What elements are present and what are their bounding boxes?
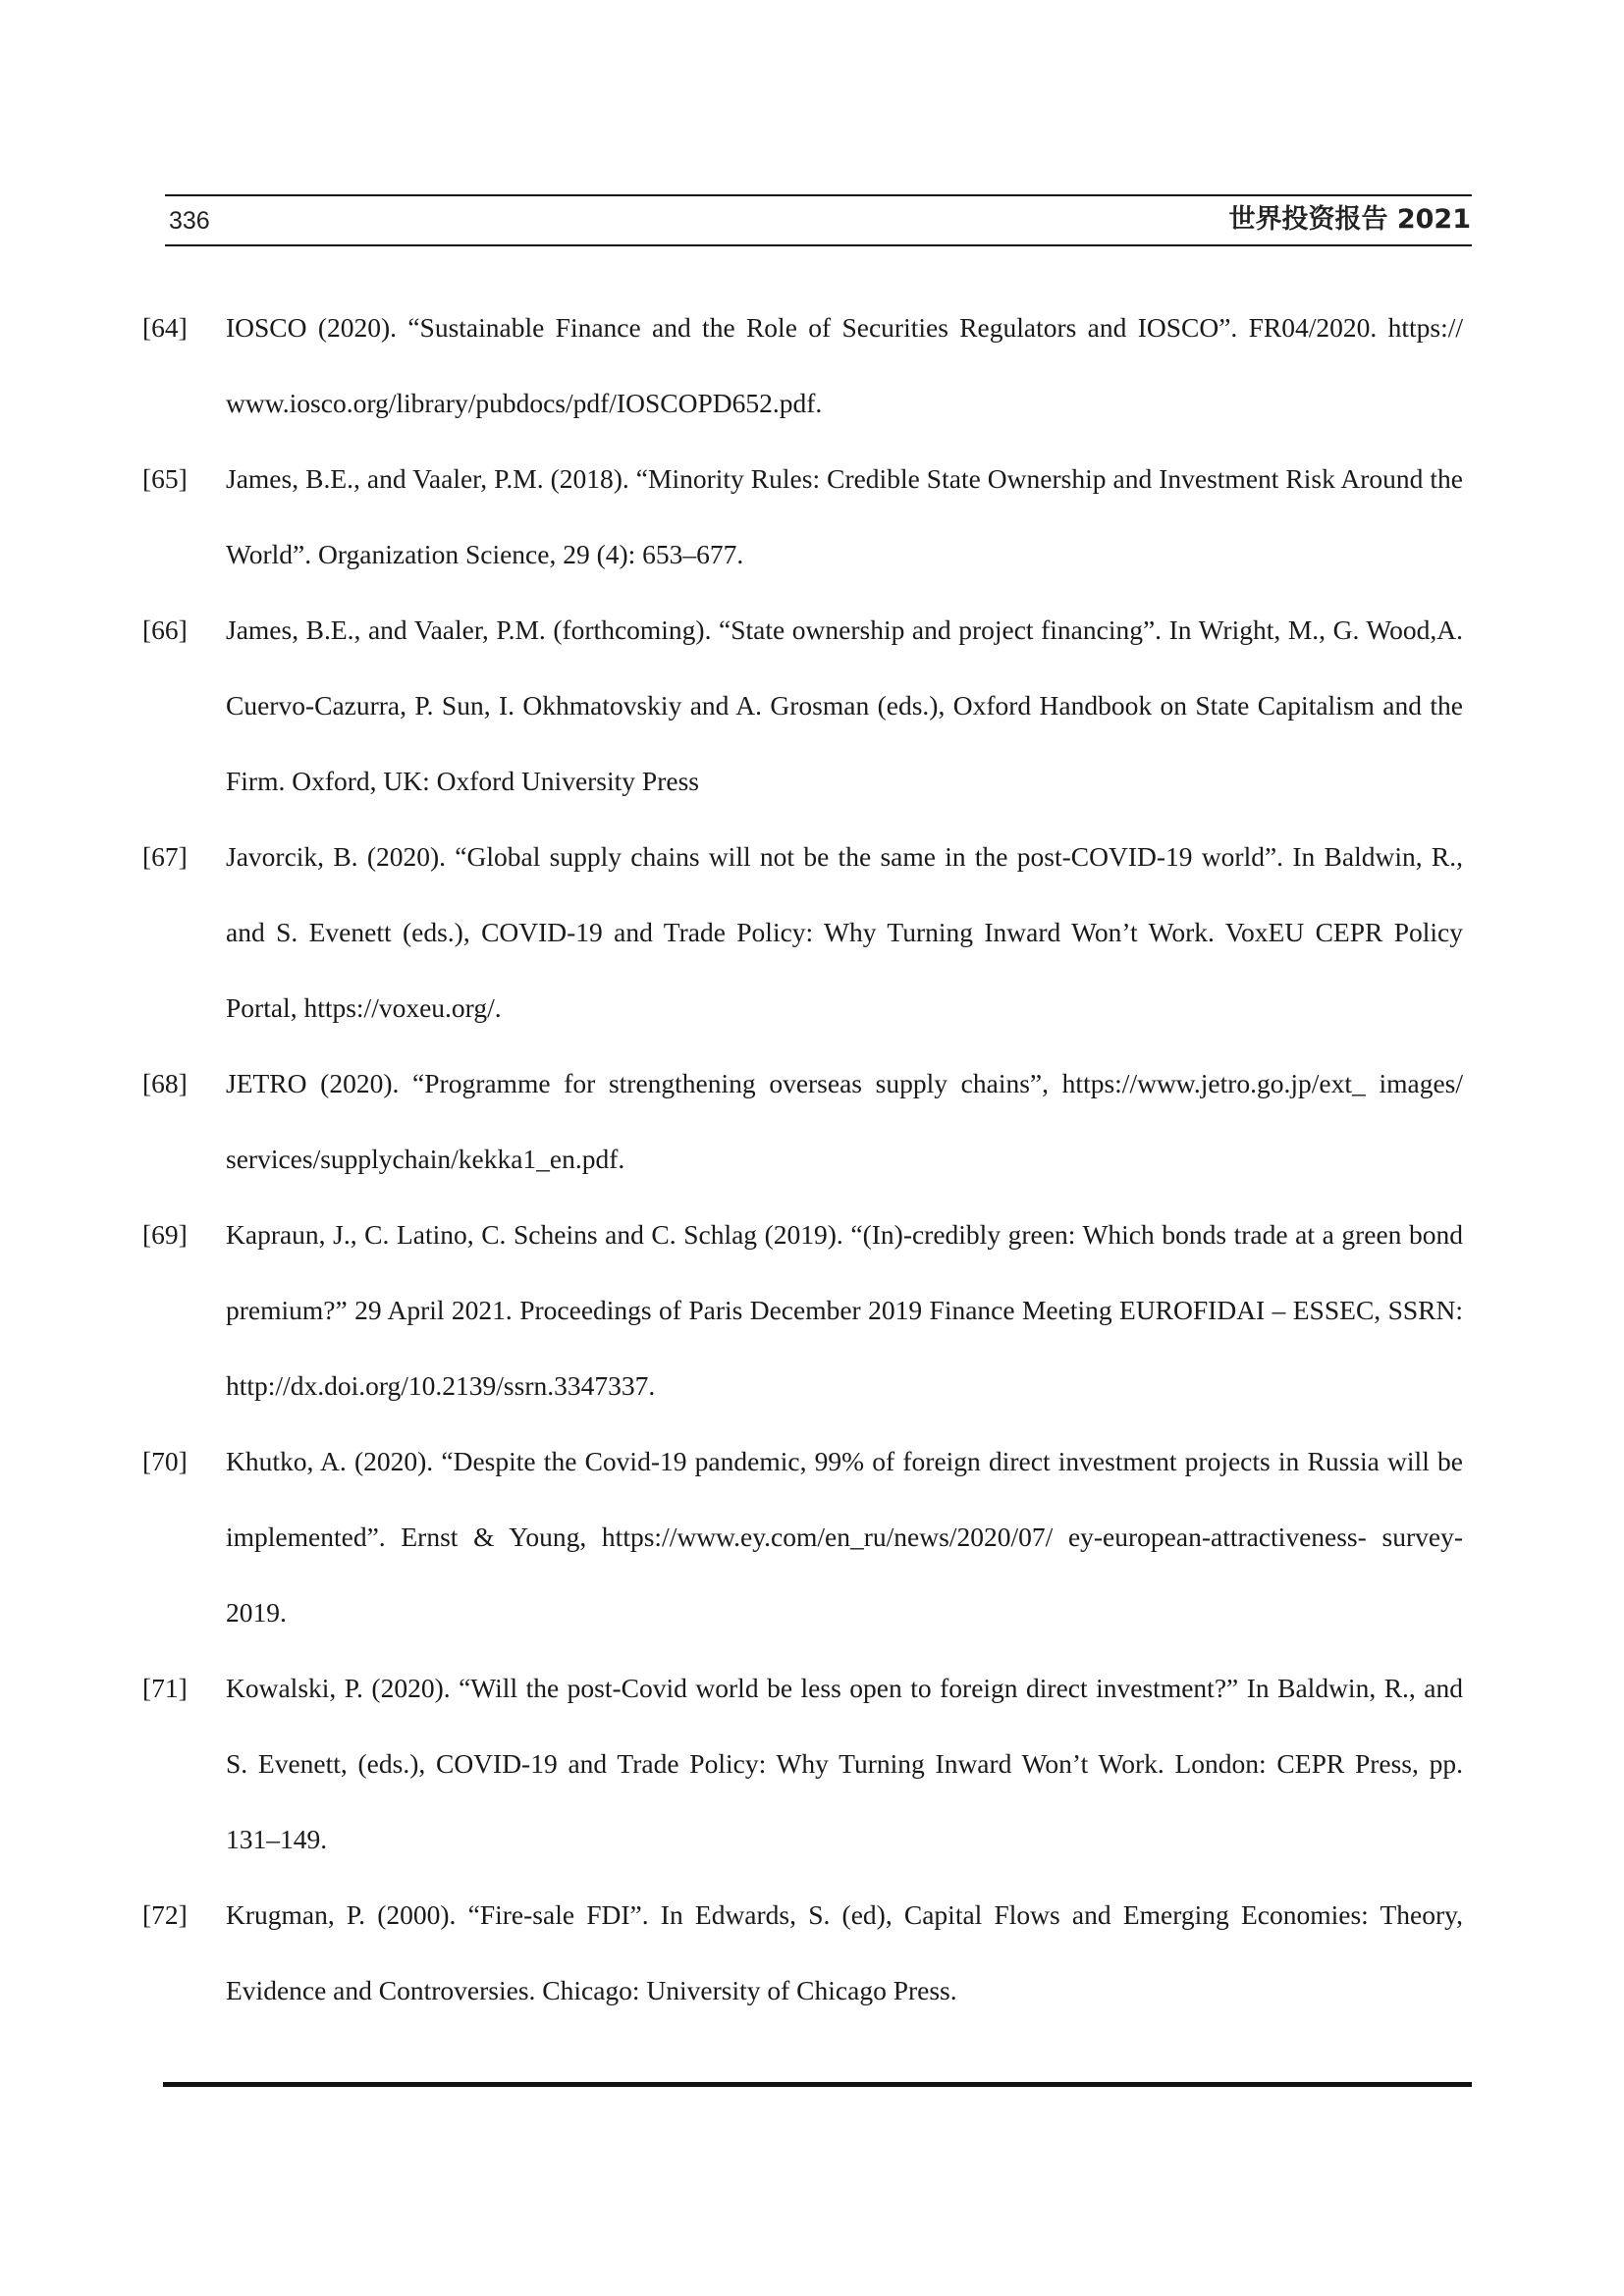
reference-item bbox=[142, 290, 1463, 441]
reference-text: Kapraun, J., C. Latino, C. Scheins and C. Schlag (2019). “(In)-credibly green: Which bonds trade at a green bond premium?” 29 April 2021. Proceedings of Paris December 2019 Finance Meeting EUROFIDAI – ESSEC, SSRN: http://dx.doi.org/10.2139/ssrn.3347337. bbox=[226, 1219, 1463, 1401]
reference-item bbox=[142, 592, 1463, 819]
reference-item bbox=[142, 1877, 1463, 2028]
reference-item bbox=[142, 1197, 1463, 1423]
reference-text: Khutko, A. (2020). “Despite the Covid-19 pandemic, 99% of foreign direct investment projects in Russia will be implemented”. Ernst & Young, https://www.ey.com/en_ru/news/2020/07/ ey-european-attractiveness- survey-2019. bbox=[226, 1446, 1463, 1628]
reference-number: [65] bbox=[142, 463, 188, 494]
reference-text: James, B.E., and Vaaler, P.M. (2018). “Minority Rules: Credible State Ownership and Investment Risk Around the World”. Organization Science, 29 (4): 653–677. bbox=[226, 463, 1463, 569]
reference-number: [68] bbox=[142, 1068, 188, 1098]
page-number: 336 bbox=[169, 207, 210, 235]
reference-text: IOSCO (2020). “Sustainable Finance and the Role of Securities Regulators and IOSCO”. FR04/2020. https:// www.iosco.org/library/pubdocs/pdf/IOSCOPD652.pdf. bbox=[226, 312, 1463, 418]
reference-text: Krugman, P. (2000). “Fire-sale FDI”. In Edwards, S. (ed), Capital Flows and Emerging Economies: Theory, Evidence and Controversies. Chicago: University of Chicago Press. bbox=[226, 1899, 1463, 2005]
reference-number: [71] bbox=[142, 1673, 188, 1703]
reference-item bbox=[142, 441, 1463, 592]
footer-rule bbox=[163, 2082, 1472, 2087]
running-title: 世界投资报告 2021 bbox=[1228, 204, 1471, 235]
reference-number: [69] bbox=[142, 1219, 188, 1250]
reference-number: [66] bbox=[142, 614, 188, 645]
reference-number: [67] bbox=[142, 841, 188, 872]
header-rule-top bbox=[165, 194, 1472, 196]
reference-item bbox=[142, 1423, 1463, 1650]
reference-text: JETRO (2020). “Programme for strengthening overseas supply chains”, https://www.jetro.go.jp/ext_ images/ services/supplychain/kekka1_en.pdf. bbox=[226, 1068, 1463, 1174]
reference-text: James, B.E., and Vaaler, P.M. (forthcoming). “State ownership and project financing”. In Wright, M., G. Wood,A. Cuervo-Cazurra, P. Sun, I. Okhmatovskiy and A. Grosman (eds.), Oxford Handbook on State Capitalism and the Firm. Oxford, UK: Oxford University Press bbox=[226, 614, 1463, 796]
reference-item bbox=[142, 1045, 1463, 1197]
header-rule-bottom bbox=[165, 244, 1472, 246]
reference-number: [64] bbox=[142, 312, 188, 343]
reference-number: [70] bbox=[142, 1446, 188, 1476]
reference-list bbox=[142, 290, 1463, 2028]
reference-item bbox=[142, 1650, 1463, 1877]
reference-item bbox=[142, 819, 1463, 1045]
reference-text: Javorcik, B. (2020). “Global supply chains will not be the same in the post-COVID-19 world”. In Baldwin, R., and S. Evenett (eds.), COVID-19 and Trade Policy: Why Turning Inward Won’t Work. VoxEU CEPR Policy Portal, https://voxeu.org/. bbox=[226, 841, 1463, 1023]
reference-text: Kowalski, P. (2020). “Will the post-Covid world be less open to foreign direct investment?” In Baldwin, R., and S. Evenett, (eds.), COVID-19 and Trade Policy: Why Turning Inward Won’t Work. London: CEPR Press, pp. 131–149. bbox=[226, 1673, 1463, 1854]
reference-number: [72] bbox=[142, 1899, 188, 1930]
